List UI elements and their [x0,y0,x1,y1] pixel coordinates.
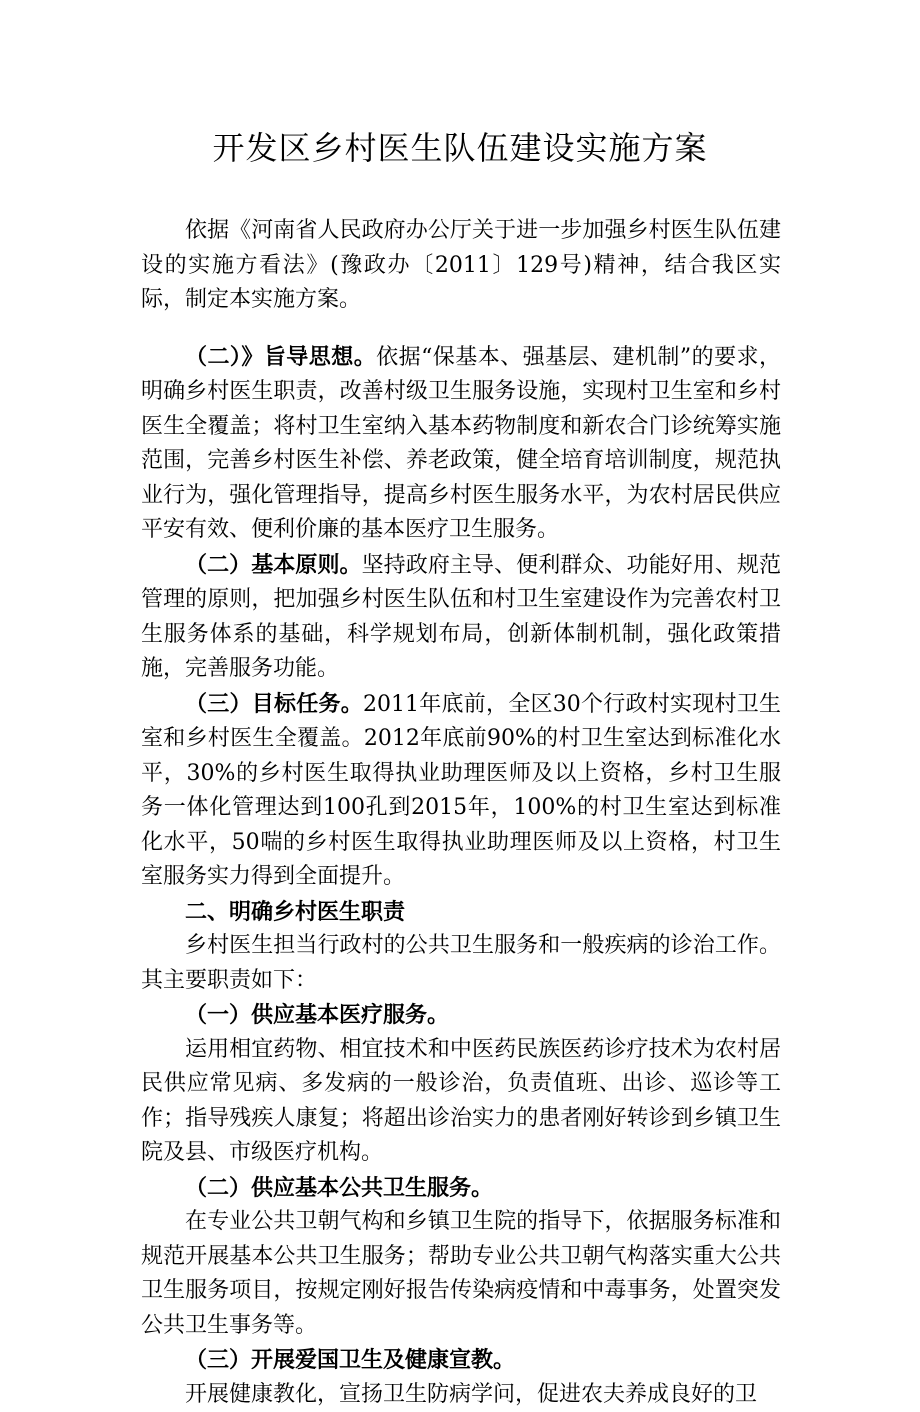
part2-heading: 二、明确乡村医生职责 [141,895,781,930]
part2-intro: 乡村医生担当行政村的公共卫生服务和一般疾病的诊治工作。其主要职责如下： [141,929,781,998]
intro-paragraph: 依据《河南省人民政府办公厅关于进一步加强乡村医生队伍建设的实施方看法》(豫政办〔2011〕129号)精神，结合我区实际，制定本实施方案。 [141,214,781,318]
duty1-heading: （一）供应基本医疗服务。 [141,998,781,1033]
duty2-heading: （二）供应基本公共卫生服务。 [141,1171,781,1206]
section-heading: （三）目标任务。 [185,691,363,717]
section-guiding-ideology [141,340,781,548]
duty2-text: 在专业公共卫朝气构和乡镇卫生院的指导下，依据服务标准和规范开展基本公共卫生服务；帮助专业公共卫朝气构落实重大公共卫生服务项目，按规定刚好报告传染病疫情和中毒事务，处置突发公共卫生事务等。 [141,1205,781,1343]
section-heading: （二）》旨导思想。 [185,344,376,370]
document-body [141,214,781,1412]
duty3-text: 开展健康教化，宣扬卫生防病学问，促进农夫养成良好的卫 [141,1378,781,1412]
duty1-text: 运用相宜药物、相宜技术和中医药民族医药诊疗技术为农村居民供应常见病、多发病的一般诊治，负责值班、出诊、巡诊等工作；指导残疾人康复；将超出诊治实力的患者刚好转诊到乡镇卫生院及县、市级医疗机构。 [141,1033,781,1171]
duty3-heading: （三）开展爱国卫生及健康宣教。 [141,1343,781,1378]
section-text: 依据“保基本、强基层、建机制”的要求，明确乡村医生职责，改善村级卫生服务设施，实现村卫生室和乡村医生全覆盖；将村卫生室纳入基本药物制度和新农合门诊统筹实施范围，完善乡村医生补偿、养老政策，健全培育培训制度，规范执业行为，强化管理指导，提高乡村医生服务水平，为农村居民供应平安有效、便利价廉的基本医疗卫生服务。 [141,345,781,543]
section-text: 坚持政府主导、便利群众、功能好用、规范管理的原则，把加强乡村医生队伍和村卫生室建设作为完善农村卫生服务体系的基础，科学规划布局，创新体制机制，强化政策措施，完善服务功能。 [141,553,781,682]
section-target-tasks [141,687,781,895]
document-title: 开发区乡村医生队伍建设实施方案 [0,124,920,172]
section-text: 2011年底前，全区30个行政村实现村卫生室和乡村医生全覆盖。2012年底前90%的村卫生室达到标准化水平，30%的乡村医生取得执业助理医师及以上资格，乡村卫生服务一体化管理达到100孔到2015年，100%的村卫生室达到标准化水平，50喘的乡村医生取得执业助理医师及以上资格，村卫生室服务实力得到全面提升。 [141,692,781,890]
section-basic-principles [141,548,781,687]
section-heading: （二）基本原则。 [185,552,362,578]
